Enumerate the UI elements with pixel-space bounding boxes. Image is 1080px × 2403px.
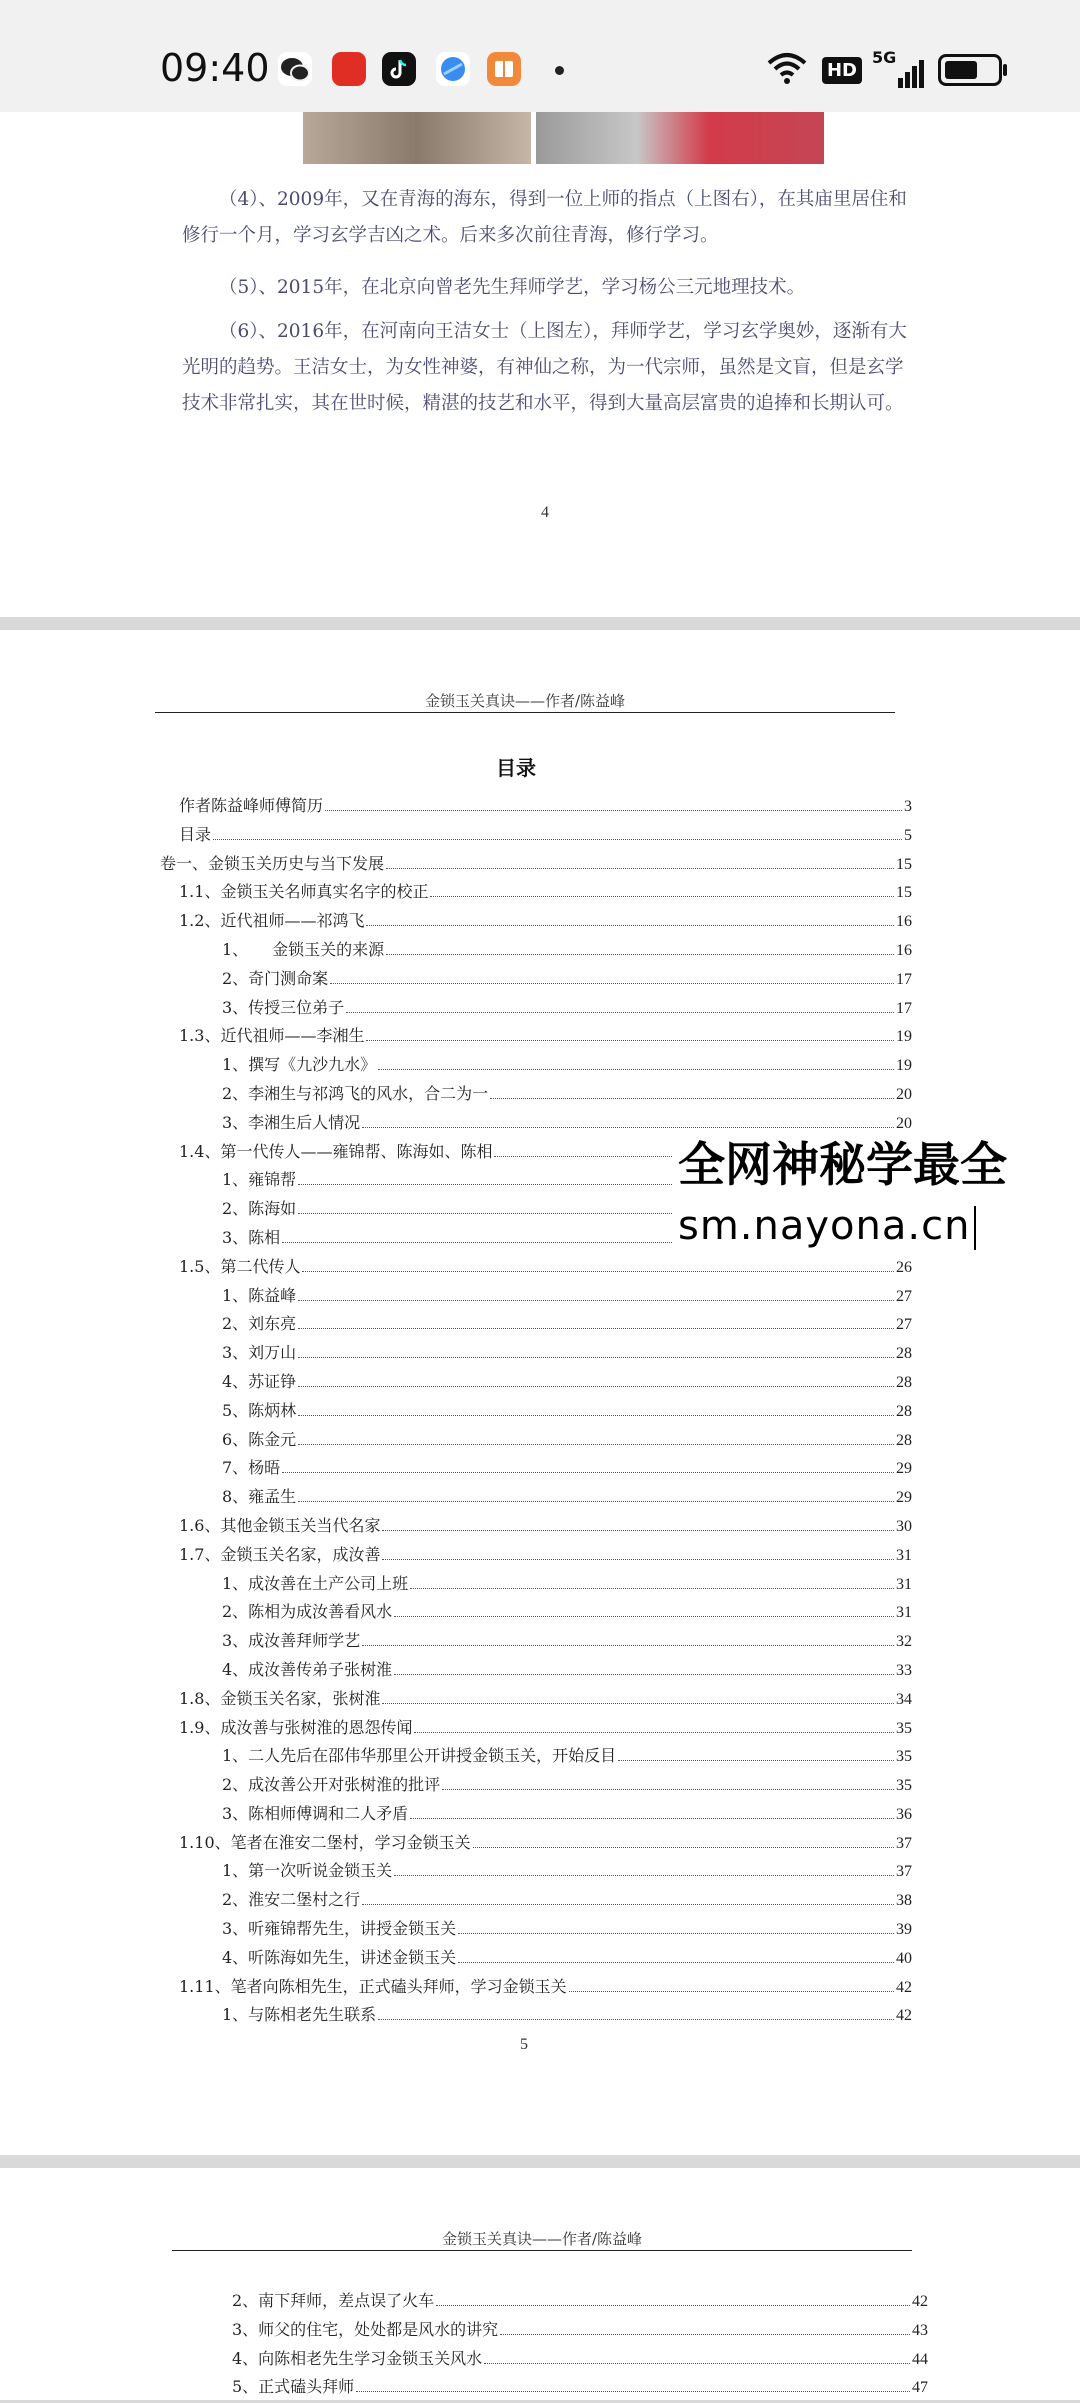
toc-dot-leader bbox=[386, 954, 894, 955]
toc-dot-leader bbox=[490, 1098, 894, 1099]
toc-entry bbox=[160, 1513, 912, 1542]
hd-badge: HD bbox=[822, 57, 862, 84]
watermark-line1: 全网神秘学最全 bbox=[678, 1138, 1007, 1193]
toc-entry-page: 19 bbox=[896, 1028, 912, 1046]
toc-dot-leader bbox=[362, 1904, 894, 1905]
toc-entry-page: 34 bbox=[896, 1690, 912, 1708]
bio-paragraph: （4）、2009年，又在青海的海东，得到一位上师的指点（上图右），在其庙里居住和修行一个月，学习玄学吉凶之术。后来多次前往青海，修行学习。 bbox=[182, 189, 907, 246]
toc-entry-title: 1.2、近代祖师——祁鸿飞 bbox=[179, 911, 365, 931]
status-bar bbox=[0, 0, 1080, 112]
toc-entry-page: 35 bbox=[896, 1777, 912, 1795]
toc-entry-title: 3、陈相 bbox=[222, 1227, 281, 1247]
toc-entry-page: 28 bbox=[896, 1431, 912, 1449]
text-cursor bbox=[974, 1206, 976, 1250]
toc-entry-page: 19 bbox=[896, 1057, 912, 1075]
toc-entry-title: 卷一、金锁玉关历史与当下发展 bbox=[160, 853, 385, 873]
toc-dot-leader bbox=[366, 925, 894, 926]
toc-entry bbox=[160, 1455, 912, 1484]
toc-entry-page: 5 bbox=[904, 826, 912, 844]
toc-dot-leader bbox=[330, 983, 894, 984]
toc-entry bbox=[160, 1254, 912, 1283]
toc-entry-page: 32 bbox=[896, 1633, 912, 1651]
toc-entry bbox=[160, 1283, 912, 1312]
toc-dot-leader bbox=[362, 1645, 894, 1646]
toc-dot-leader bbox=[430, 896, 894, 897]
tiktok-icon bbox=[382, 52, 416, 86]
toc-entry-page: 35 bbox=[896, 1719, 912, 1737]
toc-entry-title: 2、刘东亮 bbox=[222, 1314, 297, 1334]
toc-entry bbox=[160, 937, 912, 966]
toc-dot-leader bbox=[282, 1472, 894, 1473]
toc-entry-title: 3、刘万山 bbox=[222, 1343, 297, 1363]
toc-dot-leader bbox=[569, 1991, 894, 1992]
toc-entry bbox=[160, 1916, 912, 1945]
toc-entry-page: 40 bbox=[896, 1949, 912, 1967]
toc-entry bbox=[232, 2317, 928, 2346]
toc-dot-leader bbox=[458, 1962, 894, 1963]
toc-entry-title: 1.8、金锁玉关名家，张树淮 bbox=[179, 1688, 381, 1708]
toc-dot-leader bbox=[298, 1357, 894, 1358]
network-type-label: 5G bbox=[872, 48, 897, 67]
toc-entry-title: 1.3、近代祖师——李湘生 bbox=[179, 1026, 365, 1046]
toc-entry-title: 1、二人先后在邵伟华那里公开讲授金锁玉关，开始反目 bbox=[222, 1746, 617, 1766]
toc-entry-page: 38 bbox=[896, 1892, 912, 1910]
toc-entry-page: 28 bbox=[896, 1345, 912, 1363]
toc-entry-page: 39 bbox=[896, 1921, 912, 1939]
toc-dot-leader bbox=[298, 1415, 894, 1416]
toc-entry bbox=[232, 2374, 928, 2403]
toc-entry-page: 17 bbox=[896, 970, 912, 988]
cell-signal-icon bbox=[872, 48, 924, 88]
toc-dot-leader bbox=[618, 1760, 894, 1761]
toc-entry-title: 3、听雍锦帮先生，讲授金锁玉关 bbox=[222, 1919, 457, 1939]
toc-entry-title: 3、师父的住宅，处处都是风水的讲究 bbox=[232, 2319, 499, 2339]
document-page-5 bbox=[0, 630, 1080, 2155]
toc-dot-leader bbox=[382, 1559, 894, 1560]
toc-entry bbox=[160, 822, 912, 851]
toc-entry bbox=[160, 1369, 912, 1398]
wifi-icon bbox=[766, 51, 808, 89]
toc-entry-page: 20 bbox=[896, 1085, 912, 1103]
toc-entry-title: 目录 bbox=[179, 824, 212, 844]
toc-entry-page: 35 bbox=[896, 1748, 912, 1766]
toc-dot-leader bbox=[382, 1530, 894, 1531]
toc-dot-leader bbox=[473, 1847, 894, 1848]
toc-entry-title: 1.9、成汝善与张树淮的恩怨传闻 bbox=[179, 1717, 413, 1737]
toc-dot-leader bbox=[410, 1818, 894, 1819]
toc-list-continued bbox=[232, 2288, 928, 2403]
toc-entry-title: 1.10、笔者在淮安二堡村，学习金锁玉关 bbox=[179, 1832, 471, 1852]
toc-dot-leader bbox=[500, 2334, 910, 2335]
wechat-icon bbox=[278, 52, 312, 86]
toc-entry-title: 7、杨晤 bbox=[222, 1458, 281, 1478]
toc-entry bbox=[160, 1542, 912, 1571]
toc-entry bbox=[160, 851, 912, 880]
toc-entry-page: 27 bbox=[896, 1316, 912, 1334]
toc-entry-title: 3、成汝善拜师学艺 bbox=[222, 1631, 361, 1651]
toc-entry-page: 16 bbox=[896, 941, 912, 959]
toc-dot-leader bbox=[386, 868, 894, 869]
toc-dot-leader bbox=[325, 810, 902, 811]
toc-entry bbox=[160, 1743, 912, 1772]
toc-entry-page: 17 bbox=[896, 999, 912, 1017]
toc-entry-page: 37 bbox=[896, 1863, 912, 1881]
watermark-banner bbox=[672, 1134, 1080, 1254]
toc-dot-leader bbox=[436, 2305, 910, 2306]
toc-entry bbox=[160, 1858, 912, 1887]
toc-entry-title: 2、淮安二堡村之行 bbox=[222, 1890, 361, 1910]
toc-entry bbox=[160, 1311, 912, 1340]
toc-entry-title: 4、成汝善传弟子张树淮 bbox=[222, 1659, 393, 1679]
toc-entry bbox=[160, 879, 912, 908]
toc-entry-title: 2、奇门测命案 bbox=[222, 968, 329, 988]
toc-dot-leader bbox=[442, 1789, 894, 1790]
toc-entry bbox=[160, 908, 912, 937]
toc-entry-page: 33 bbox=[896, 1661, 912, 1679]
toc-entry-title: 2、陈相为成汝善看风水 bbox=[222, 1602, 393, 1622]
toc-entry-title: 2、南下拜师，差点误了火车 bbox=[232, 2291, 435, 2310]
toc-entry bbox=[160, 966, 912, 995]
toc-dot-leader bbox=[298, 1444, 894, 1445]
toc-dot-leader bbox=[302, 1271, 894, 1272]
toc-entry bbox=[160, 1974, 912, 2003]
toc-dot-leader bbox=[458, 1933, 894, 1934]
running-header: 金锁玉关真诀——作者/陈益峰 bbox=[424, 692, 626, 710]
toc-entry bbox=[160, 1657, 912, 1686]
toc-dot-leader bbox=[298, 1300, 894, 1301]
toc-entry bbox=[160, 2002, 912, 2031]
toc-entry bbox=[160, 1023, 912, 1052]
toc-dot-leader bbox=[298, 1386, 894, 1387]
toc-entry-title: 2、李湘生与祁鸿飞的风水，合二为一 bbox=[222, 1083, 489, 1103]
toc-entry-page: 42 bbox=[896, 2007, 912, 2025]
toc-dot-leader bbox=[362, 1127, 894, 1128]
toc-entry bbox=[160, 995, 912, 1024]
toc-entry bbox=[160, 1945, 912, 1974]
toc-entry-page: 15 bbox=[896, 855, 912, 873]
toc-entry bbox=[160, 1715, 912, 1744]
toc-dot-leader bbox=[394, 1674, 894, 1675]
toc-entry-page: 16 bbox=[896, 913, 912, 931]
page-number: 5 bbox=[520, 2036, 528, 2053]
toc-entry-title: 1.5、第二代传人 bbox=[179, 1256, 301, 1276]
toc-entry bbox=[160, 1081, 912, 1110]
toc-dot-leader bbox=[378, 2019, 894, 2020]
toc-entry-title: 4、向陈相老先生学习金锁玉关风水 bbox=[232, 2348, 483, 2368]
toc-entry-page: 42 bbox=[896, 1978, 912, 1996]
toc-entry-page: 26 bbox=[896, 1258, 912, 1276]
header-rule bbox=[155, 712, 895, 713]
toc-entry-page: 15 bbox=[896, 884, 912, 902]
toc-entry-page: 36 bbox=[896, 1805, 912, 1823]
toc-entry-title: 5、陈炳林 bbox=[222, 1400, 297, 1420]
bio-paragraph: （5）、2015年，在北京向曾老先生拜师学艺，学习杨公三元地理技术。 bbox=[219, 277, 806, 298]
toc-dot-leader bbox=[394, 1875, 894, 1876]
document-page-4 bbox=[0, 112, 1080, 617]
running-header: 金锁玉关真诀——作者/陈益峰 bbox=[441, 2230, 643, 2248]
toc-entry-title: 3、陈相师傅调和二人矛盾 bbox=[222, 1803, 409, 1823]
toc-entry-page: 29 bbox=[896, 1489, 912, 1507]
toc-entry-title: 1.11、笔者向陈相先生，正式磕头拜师，学习金锁玉关 bbox=[179, 1976, 567, 1996]
toc-dot-leader bbox=[356, 2391, 910, 2392]
toc-entry-title: 8、雍孟生 bbox=[222, 1487, 297, 1507]
toc-dot-leader bbox=[394, 1616, 894, 1617]
toc-dot-leader bbox=[366, 1040, 894, 1041]
toc-entry-title: 3、李湘生后人情况 bbox=[222, 1112, 361, 1132]
photo-right bbox=[536, 112, 824, 164]
photo-left bbox=[303, 112, 531, 164]
toc-entry bbox=[160, 793, 912, 822]
toc-entry-page: 31 bbox=[896, 1546, 912, 1564]
toc-dot-leader bbox=[484, 2363, 910, 2364]
toc-entry-title: 1.1、金锁玉关名师真实名字的校正 bbox=[179, 882, 429, 902]
toc-entry-title: 1、成汝善在土产公司上班 bbox=[222, 1573, 409, 1593]
pinduoduo-icon bbox=[332, 52, 366, 86]
toc-entry-page: 30 bbox=[896, 1517, 912, 1535]
toc-entry-title: 1、陈益峰 bbox=[222, 1285, 297, 1305]
toc-entry bbox=[232, 2288, 928, 2317]
toc-dot-leader bbox=[213, 839, 902, 840]
reader-icon bbox=[487, 52, 521, 86]
toc-entry-title: 2、陈海如 bbox=[222, 1199, 297, 1219]
toc-entry bbox=[160, 1398, 912, 1427]
browser-icon bbox=[436, 52, 470, 86]
toc-entry-title: 6、陈金元 bbox=[222, 1429, 297, 1449]
toc-entry-page: 31 bbox=[896, 1604, 912, 1622]
toc-entry bbox=[160, 1801, 912, 1830]
toc-entry-title: 1、第一次听说金锁玉关 bbox=[222, 1861, 393, 1881]
toc-entry-title: 1、雍锦帮 bbox=[222, 1170, 297, 1190]
toc-dot-leader bbox=[298, 1501, 894, 1502]
toc-list bbox=[160, 793, 912, 2031]
toc-entry bbox=[232, 2346, 928, 2375]
toc-entry-page: 28 bbox=[896, 1402, 912, 1420]
bio-paragraph: （6）、2016年，在河南向王洁女士（上图左），拜师学艺，学习玄学奥妙，逐渐有大光明的趋势。王洁女士，为女性神婆，有神仙之称，为一代宗师，虽然是文盲，但是玄学技术非常扎实，其在世时候，精湛的技艺和水平，得到大量高层富贵的追捧和长期认可。 bbox=[182, 321, 907, 414]
document-page-6 bbox=[0, 2168, 1080, 2400]
toc-entry bbox=[160, 1772, 912, 1801]
toc-entry-page: 28 bbox=[896, 1373, 912, 1391]
toc-entry-page: 27 bbox=[896, 1287, 912, 1305]
toc-entry-page: 42 bbox=[912, 2293, 928, 2310]
toc-entry-title: 作者陈益峰师傅简历 bbox=[179, 796, 324, 815]
toc-dot-leader bbox=[298, 1328, 894, 1329]
toc-entry-title: 2、成汝善公开对张树淮的批评 bbox=[222, 1775, 441, 1795]
toc-entry-title: 4、苏证铮 bbox=[222, 1371, 297, 1391]
toc-dot-leader bbox=[346, 1012, 894, 1013]
toc-entry bbox=[160, 1887, 912, 1916]
toc-dot-leader bbox=[414, 1732, 894, 1733]
header-rule bbox=[172, 2250, 912, 2251]
toc-dot-leader bbox=[410, 1588, 894, 1589]
toc-entry-page: 37 bbox=[896, 1834, 912, 1852]
watermark-url: sm.nayona.cn bbox=[678, 1203, 971, 1249]
toc-entry-title: 1、与陈相老先生联系 bbox=[222, 2005, 377, 2025]
status-time: 09:40 bbox=[160, 46, 270, 90]
toc-entry bbox=[160, 1599, 912, 1628]
watermark-line2 bbox=[672, 1198, 1080, 1254]
notification-dot-icon bbox=[555, 66, 564, 75]
toc-entry bbox=[160, 1571, 912, 1600]
toc-entry-page: 44 bbox=[912, 2350, 928, 2368]
toc-entry-page: 3 bbox=[904, 798, 912, 815]
toc-entry-page: 31 bbox=[896, 1575, 912, 1593]
toc-entry-title: 1、 金锁玉关的来源 bbox=[222, 939, 385, 959]
toc-dot-leader bbox=[378, 1069, 894, 1070]
toc-entry-title: 1.7、金锁玉关名家，成汝善 bbox=[179, 1544, 381, 1564]
toc-entry bbox=[160, 1484, 912, 1513]
toc-entry-title: 1.6、其他金锁玉关当代名家 bbox=[179, 1515, 381, 1535]
toc-entry-page: 43 bbox=[912, 2321, 928, 2339]
toc-entry-page: 29 bbox=[896, 1460, 912, 1478]
toc-entry bbox=[160, 1052, 912, 1081]
page-number: 4 bbox=[541, 504, 549, 521]
toc-entry-page: 47 bbox=[912, 2379, 928, 2397]
toc-entry-title: 1.4、第一代传人——雍锦帮、陈海如、陈相 bbox=[179, 1141, 493, 1161]
toc-dot-leader bbox=[382, 1703, 894, 1704]
toc-entry-page: 20 bbox=[896, 1114, 912, 1132]
toc-entry bbox=[160, 1427, 912, 1456]
toc-entry bbox=[160, 1830, 912, 1859]
toc-entry bbox=[160, 1340, 912, 1369]
toc-title: 目录 bbox=[496, 756, 536, 780]
battery-icon bbox=[938, 54, 1002, 86]
toc-entry-title: 1、撰写《九沙九水》 bbox=[222, 1055, 377, 1075]
toc-entry-title: 3、传授三位弟子 bbox=[222, 997, 345, 1017]
toc-entry-title: 5、正式磕头拜师 bbox=[232, 2377, 355, 2397]
toc-entry bbox=[160, 1628, 912, 1657]
toc-entry bbox=[160, 1686, 912, 1715]
toc-entry-title: 4、听陈海如先生，讲述金锁玉关 bbox=[222, 1947, 457, 1967]
